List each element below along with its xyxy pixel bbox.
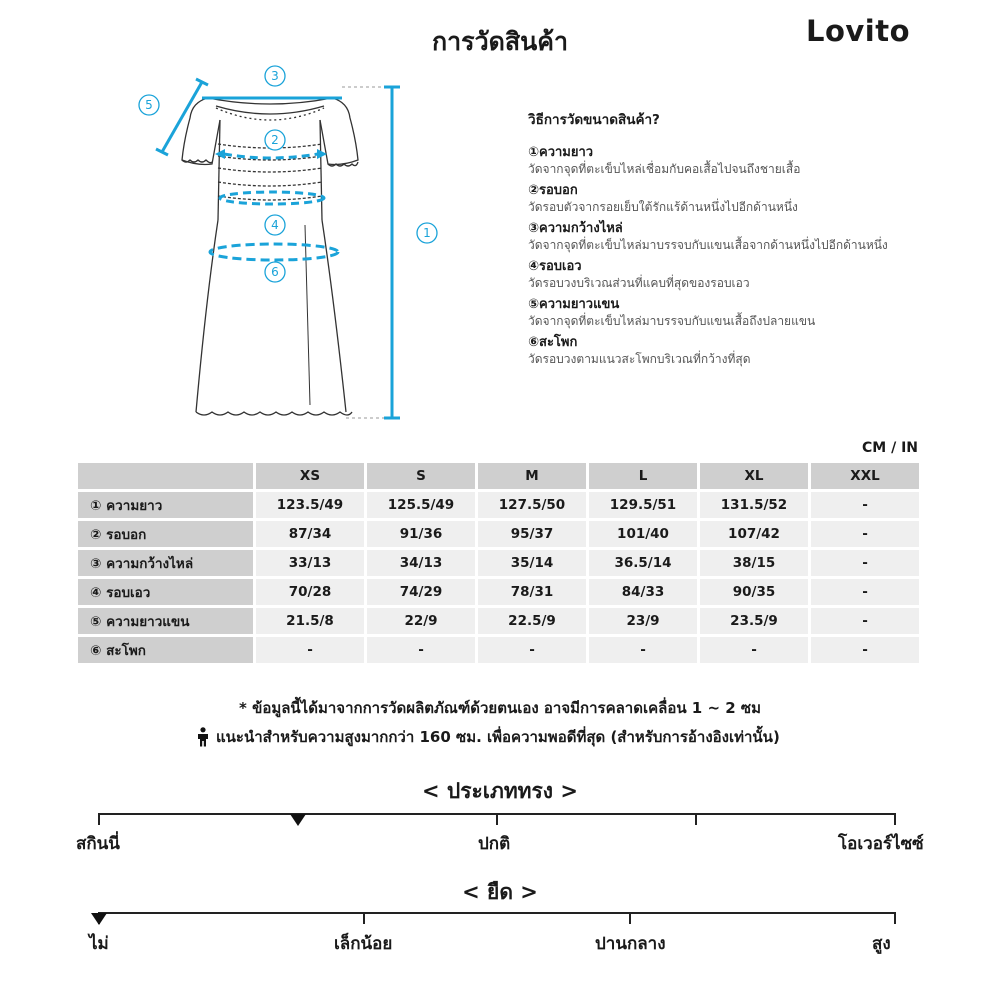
- size-value: 127.5/50: [478, 492, 586, 518]
- stretch-scale-tick: [894, 912, 896, 924]
- size-value: 21.5/8: [256, 608, 364, 634]
- size-value: 87/34: [256, 521, 364, 547]
- fit-scale-tick: [496, 813, 498, 825]
- table-header-row: [78, 463, 919, 489]
- stretch-scale-title: < ยืด >: [462, 880, 538, 904]
- fit-scale-tick: [98, 813, 100, 825]
- size-value: 38/15: [700, 550, 808, 576]
- brand-logo: Lovito: [806, 14, 911, 48]
- size-value: 23/9: [589, 608, 697, 634]
- height-note-text: แนะนำสำหรับความสูงมากกว่า 160 ซม. เพื่อความพอดีที่สุด (สำหรับการอ้างอิงเท่านั้น): [216, 728, 780, 746]
- guide-item-desc: วัดจากจุดที่ตะเข็บไหล่มาบรรจบกับแขนเสื้อจากด้านหนึ่งไปอีกด้านหนึ่ง: [528, 238, 888, 252]
- svg-text:1: 1: [423, 226, 431, 240]
- table-row: [78, 608, 919, 634]
- table-row: [78, 550, 919, 576]
- row-label: ③ ความกว้างไหล่: [78, 550, 253, 576]
- size-value: -: [256, 637, 364, 663]
- stretch-scale-tick: [629, 912, 631, 924]
- size-value: 22.5/9: [478, 608, 586, 634]
- table-row: [78, 492, 919, 518]
- guide-item-sleeve: [528, 297, 968, 329]
- svg-text:4: 4: [271, 218, 279, 232]
- person-icon: [196, 727, 210, 747]
- size-value: 78/31: [478, 579, 586, 605]
- guide-item-name: ②รอบอก: [528, 183, 578, 198]
- measurement-note: * ข้อมูลนี้ได้มาจากการวัดผลิตภัณฑ์ด้วยตนเอง อาจมีการคลาดเคลื่อน 1 ~ 2 ซม: [239, 699, 761, 717]
- dress-diagram: [120, 60, 450, 430]
- guide-item-name: ③ความกว้างไหล่: [528, 221, 623, 236]
- size-value: -: [811, 637, 919, 663]
- guide-item-name: ④รอบเอว: [528, 259, 582, 274]
- guide-item-desc: วัดจากจุดที่ตะเข็บไหล่มาบรรจบกับแขนเสื้อถึงปลายแขน: [528, 314, 816, 328]
- guide-item-waist: [528, 259, 968, 291]
- size-value: 23.5/9: [700, 608, 808, 634]
- size-value: 131.5/52: [700, 492, 808, 518]
- size-header: S: [367, 463, 475, 489]
- svg-text:3: 3: [271, 69, 279, 83]
- size-header: XXL: [811, 463, 919, 489]
- fit-label-regular: ปกติ: [478, 834, 511, 854]
- size-header: XS: [256, 463, 364, 489]
- size-value: -: [700, 637, 808, 663]
- guide-item-desc: วัดจากจุดที่ตะเข็บไหล่เชื่อมกับคอเสื้อไปจนถึงชายเสื้อ: [528, 162, 801, 176]
- size-value: -: [811, 579, 919, 605]
- guide-item-name: ⑤ความยาวแขน: [528, 297, 620, 312]
- size-table: [75, 460, 922, 666]
- svg-text:2: 2: [271, 133, 279, 147]
- page-title: การวัดสินค้า: [432, 27, 568, 56]
- stretch-indicator-icon: [91, 913, 107, 926]
- table-row: [78, 637, 919, 663]
- size-value: -: [589, 637, 697, 663]
- size-value: 22/9: [367, 608, 475, 634]
- size-value: 70/28: [256, 579, 364, 605]
- guide-title: วิธีการวัดขนาดสินค้า?: [528, 112, 660, 128]
- size-value: 125.5/49: [367, 492, 475, 518]
- fit-scale-tick: [894, 813, 896, 825]
- stretch-label-none: ไม่: [89, 934, 109, 954]
- table-body: [78, 492, 919, 663]
- table-row: [78, 521, 919, 547]
- size-value: 90/35: [700, 579, 808, 605]
- unit-label: CM / IN: [862, 440, 918, 456]
- size-value: 74/29: [367, 579, 475, 605]
- height-note: [196, 725, 780, 749]
- svg-text:6: 6: [271, 265, 279, 279]
- row-label: ⑤ ความยาวแขน: [78, 608, 253, 634]
- fit-indicator-icon: [290, 814, 306, 827]
- stretch-scale-tick: [363, 912, 365, 924]
- stretch-scale-line: [98, 912, 896, 914]
- table-corner: [78, 463, 253, 489]
- size-value: 129.5/51: [589, 492, 697, 518]
- size-value: -: [811, 521, 919, 547]
- size-value: 123.5/49: [256, 492, 364, 518]
- stretch-label-slight: เล็กน้อย: [334, 934, 393, 954]
- size-value: 107/42: [700, 521, 808, 547]
- size-value: 91/36: [367, 521, 475, 547]
- guide-item-bust: [528, 183, 968, 215]
- size-header: L: [589, 463, 697, 489]
- size-value: 33/13: [256, 550, 364, 576]
- fit-label-oversize: โอเวอร์ไซซ์: [838, 834, 924, 854]
- row-label: ① ความยาว: [78, 492, 253, 518]
- size-value: -: [811, 550, 919, 576]
- size-value: 35/14: [478, 550, 586, 576]
- size-value: -: [478, 637, 586, 663]
- guide-item-name: ⑥สะโพก: [528, 335, 578, 350]
- size-value: 101/40: [589, 521, 697, 547]
- row-label: ④ รอบเอว: [78, 579, 253, 605]
- guide-item-length: [528, 145, 968, 177]
- measurement-guide: [528, 108, 968, 373]
- guide-item-desc: วัดรอบวงตามแนวสะโพกบริเวณที่กว้างที่สุด: [528, 352, 751, 366]
- size-value: 34/13: [367, 550, 475, 576]
- row-label: ⑥ สะโพก: [78, 637, 253, 663]
- guide-item-shoulder: [528, 221, 968, 253]
- size-value: 36.5/14: [589, 550, 697, 576]
- svg-text:5: 5: [145, 98, 153, 112]
- fit-label-skinny: สกินนี่: [76, 834, 120, 854]
- table-row: [78, 579, 919, 605]
- size-header: XL: [700, 463, 808, 489]
- row-label: ② รอบอก: [78, 521, 253, 547]
- size-value: -: [811, 492, 919, 518]
- stretch-label-high: สูง: [872, 934, 891, 954]
- size-header: M: [478, 463, 586, 489]
- size-value: 84/33: [589, 579, 697, 605]
- stretch-label-medium: ปานกลาง: [595, 934, 666, 954]
- size-value: 95/37: [478, 521, 586, 547]
- fit-scale-title: < ประเภททรง >: [422, 779, 578, 803]
- guide-item-hip: [528, 335, 968, 367]
- size-value: -: [811, 608, 919, 634]
- guide-item-desc: วัดรอบตัวจากรอยเย็บใต้รักแร้ด้านหนึ่งไปอีกด้านหนึ่ง: [528, 200, 798, 214]
- fit-scale-tick: [695, 813, 697, 825]
- guide-item-desc: วัดรอบวงบริเวณส่วนที่แคบที่สุดของรอบเอว: [528, 276, 750, 290]
- size-value: -: [367, 637, 475, 663]
- guide-item-name: ①ความยาว: [528, 145, 594, 160]
